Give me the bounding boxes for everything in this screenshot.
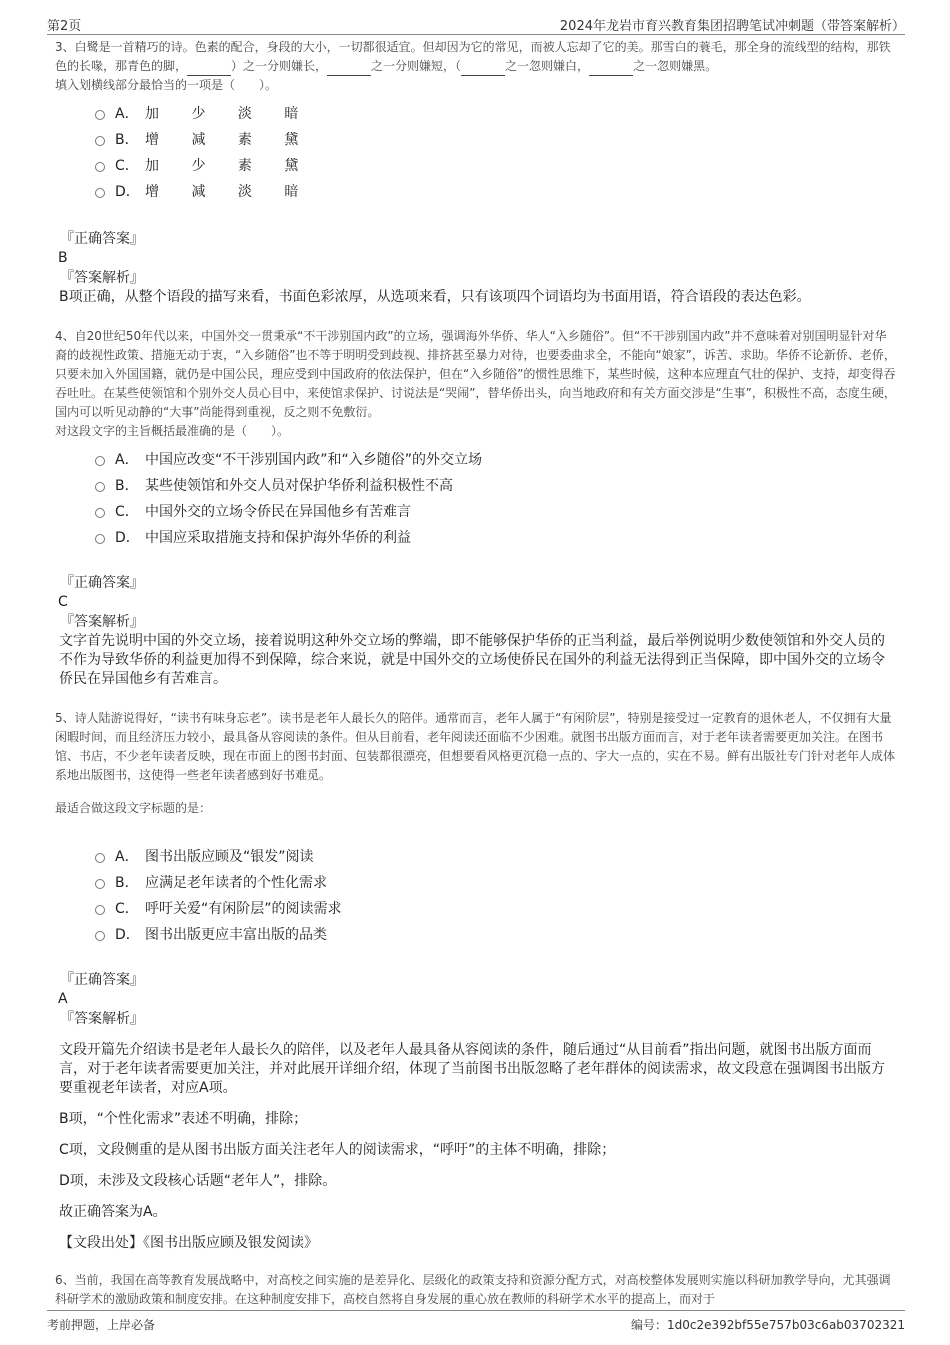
analysis-label: 『答案解析』 xyxy=(60,1011,144,1027)
question-3-stem: 3、白鹭是一首精巧的诗。色素的配合，身段的大小，一切都很适宜。但却因为它的常见，而被人忘却了它的美。那雪白的蓑毛，那全身的流线型的结构，那铁色的长喙，那青色的脚， ）之一分则嫌长， 之一分则嫌短，（ 之一忽则嫌白， 之一忽则嫌黑。 填入划横线部分最恰当的一项是（ ）。 xyxy=(55,40,891,92)
source-citation: 【文段出处】《图书出版应顾及银发阅读》 xyxy=(59,1235,318,1251)
option-b[interactable]: B． 某些使领馆和外交人员对保护华侨利益积极性不高 xyxy=(95,473,898,499)
document-title: 2024年龙岩市育兴教育集团招聘笔试冲刺题（带答案解析） xyxy=(559,19,905,34)
radio-icon[interactable] xyxy=(95,853,105,863)
option-b[interactable]: B． 增 减 素 黛 xyxy=(95,127,898,153)
option-a[interactable]: A． 加 少 淡 暗 xyxy=(95,101,898,127)
document-id: 编号：1d0c2e392bf55e757b03c6ab03702321 xyxy=(631,1318,905,1332)
question-5-prompt: 最适合做这段文字标题的是： xyxy=(55,801,212,815)
question-6-stem: 6、当前，我国在高等教育发展战略中，对高校之间实施的是差异化、层级化的政策支持和资源分配方式，对高校整体发展则实施以科研加教学导向，尤其强调科研学术的激励政策和制度安排。在这种制度安排下，高校自然将自身发展的重心放在教师的科研学术水平的提高上，而对于 xyxy=(55,1273,891,1306)
answer-value: C xyxy=(58,594,68,610)
answer-value: B xyxy=(58,250,68,266)
question-5-options xyxy=(95,844,898,948)
question-5-stem: 5、诗人陆游说得好，“读书有味身忘老”。读书是老年人最长久的陪伴。通常而言，老年人属于“有闲阶层”，特别是接受过一定教育的退休老人，不仅拥有大量闲暇时间，而且经济压力较小，最具备从容阅读的条件。但从目前看，老年阅读还面临不少困难。就图书出版方面而言，对于老年读者需要更加关注。在图书馆、书店，不少老年读者反映，现在市面上的图书封面、包装都很漂亮，但想要看风格更沉稳一点的、字大一点的，实在不易。鲜有出版社专门针对老年人成体系地出版图书，这使得一些老年读者感到好书难觅。 xyxy=(55,711,896,782)
analysis-option-b: B项，“个性化需求”表述不明确，排除； xyxy=(59,1111,308,1127)
fill-blank xyxy=(187,63,231,76)
analysis-text: 文字首先说明中国的外交立场，接着说明这种外交立场的弊端，即不能够保护华侨的正当利益，最后举例说明少数使领馆和外交人员的不作为导致华侨的利益更加得不到保障，综合来说，就是中国外交的立场使侨民在国外的利益无法得到正当保障，即中国外交的立场令侨民在异国他乡有苦难言。 xyxy=(59,633,885,687)
document-content xyxy=(55,36,898,1315)
radio-icon[interactable] xyxy=(95,931,105,941)
question-4-stem: 4、自20世纪50年代以来，中国外交一贯秉承“不干涉别国内政”的立场，强调海外华侨、华人“入乡随俗”。但“不干涉别国内政”并不意味着对别国明显针对华裔的歧视性政策、措施无动于衷，“入乡随俗”也不等于明明受到歧视、排挤甚至暴力对待，也要委曲求全，不能向“娘家”，诉苦、求助。华侨不论新侨、老侨，只要未加入外国国籍，就仍是中国公民，理应受到中国政府的依法保护，但在“入乡随俗”的惯性思维下，某些时候，这种本应理直气壮的保护、支持，却变得吞吞吐吐。在某些使领馆和个别外交人员心目中，来使馆求保护、讨说法是“哭闹”，替华侨出头，向当地政府和有关方面交涉是“生事”，积极性不高，态度生硬，国内可以听见动静的“大事”尚能得到重视，反之则不免敷衍。 xyxy=(55,329,896,419)
radio-icon[interactable] xyxy=(95,508,105,518)
option-c[interactable]: C． 加 少 素 黛 xyxy=(95,153,898,179)
option-d[interactable]: D． 增 减 淡 暗 xyxy=(95,179,898,205)
radio-icon[interactable] xyxy=(95,456,105,466)
radio-icon[interactable] xyxy=(95,879,105,889)
radio-icon[interactable] xyxy=(95,110,105,120)
fill-blank xyxy=(461,63,505,76)
option-a[interactable]: A． 中国应改变“不干涉别国内政”和“入乡随俗”的外交立场 xyxy=(95,447,898,473)
fill-blank xyxy=(327,63,371,76)
option-c[interactable]: C． 呼吁关爱“有闲阶层”的阅读需求 xyxy=(95,896,898,922)
answer-label: 『正确答案』 xyxy=(60,231,144,247)
option-a[interactable]: A． 图书出版应顾及“银发”阅读 xyxy=(95,844,898,870)
analysis-text: 文段开篇先介绍读书是老年人最长久的陪伴，以及老年人最具备从容阅读的条件，随后通过“从目前看”指出问题，就图书出版方面而言，对于老年读者需要更加关注，并对此展开详细介绍，体现了当前图书出版忽略了老年群体的阅读需求，故文段意在强调图书出版方要重视老年读者，对应A项。 xyxy=(59,1042,885,1096)
page-number: 第2页 xyxy=(47,19,82,34)
question-4-options xyxy=(95,447,898,551)
analysis-text: B项正确，从整个语段的描写来看，书面色彩浓厚，从选项来看，只有该项四个词语均为书面用语，符合语段的表达色彩。 xyxy=(59,289,811,305)
radio-icon[interactable] xyxy=(95,188,105,198)
question-5 xyxy=(55,709,898,1253)
answer-value: A xyxy=(58,991,68,1007)
option-b[interactable]: B． 应满足老年读者的个性化需求 xyxy=(95,870,898,896)
analysis-conclusion: 故正确答案为A。 xyxy=(59,1204,167,1220)
option-d[interactable]: D． 图书出版更应丰富出版的品类 xyxy=(95,922,898,948)
page-header xyxy=(47,12,905,35)
answer-label: 『正确答案』 xyxy=(60,575,144,591)
option-c[interactable]: C． 中国外交的立场令侨民在异国他乡有苦难言 xyxy=(95,499,898,525)
question-4 xyxy=(55,327,898,689)
radio-icon[interactable] xyxy=(95,136,105,146)
answer-label: 『正确答案』 xyxy=(60,972,144,988)
analysis-option-c: C项，文段侧重的是从图书出版方面关注老年人的阅读需求，“呼吁”的主体不明确，排除； xyxy=(59,1142,616,1158)
footer-slogan: 考前押题，上岸必备 xyxy=(47,1318,156,1332)
question-6 xyxy=(55,1271,898,1309)
analysis-option-d: D项，未涉及文段核心话题“老年人”，排除。 xyxy=(59,1173,337,1189)
analysis-label: 『答案解析』 xyxy=(60,270,144,286)
question-3 xyxy=(55,38,898,307)
option-d[interactable]: D． 中国应采取措施支持和保护海外华侨的利益 xyxy=(95,525,898,551)
radio-icon[interactable] xyxy=(95,534,105,544)
question-3-options xyxy=(95,101,898,205)
radio-icon[interactable] xyxy=(95,162,105,172)
page-footer xyxy=(47,1310,905,1337)
fill-blank xyxy=(589,63,633,76)
radio-icon[interactable] xyxy=(95,905,105,915)
radio-icon[interactable] xyxy=(95,482,105,492)
question-4-prompt: 对这段文字的主旨概括最准确的是（ ）。 xyxy=(55,424,290,438)
analysis-label: 『答案解析』 xyxy=(60,614,144,630)
